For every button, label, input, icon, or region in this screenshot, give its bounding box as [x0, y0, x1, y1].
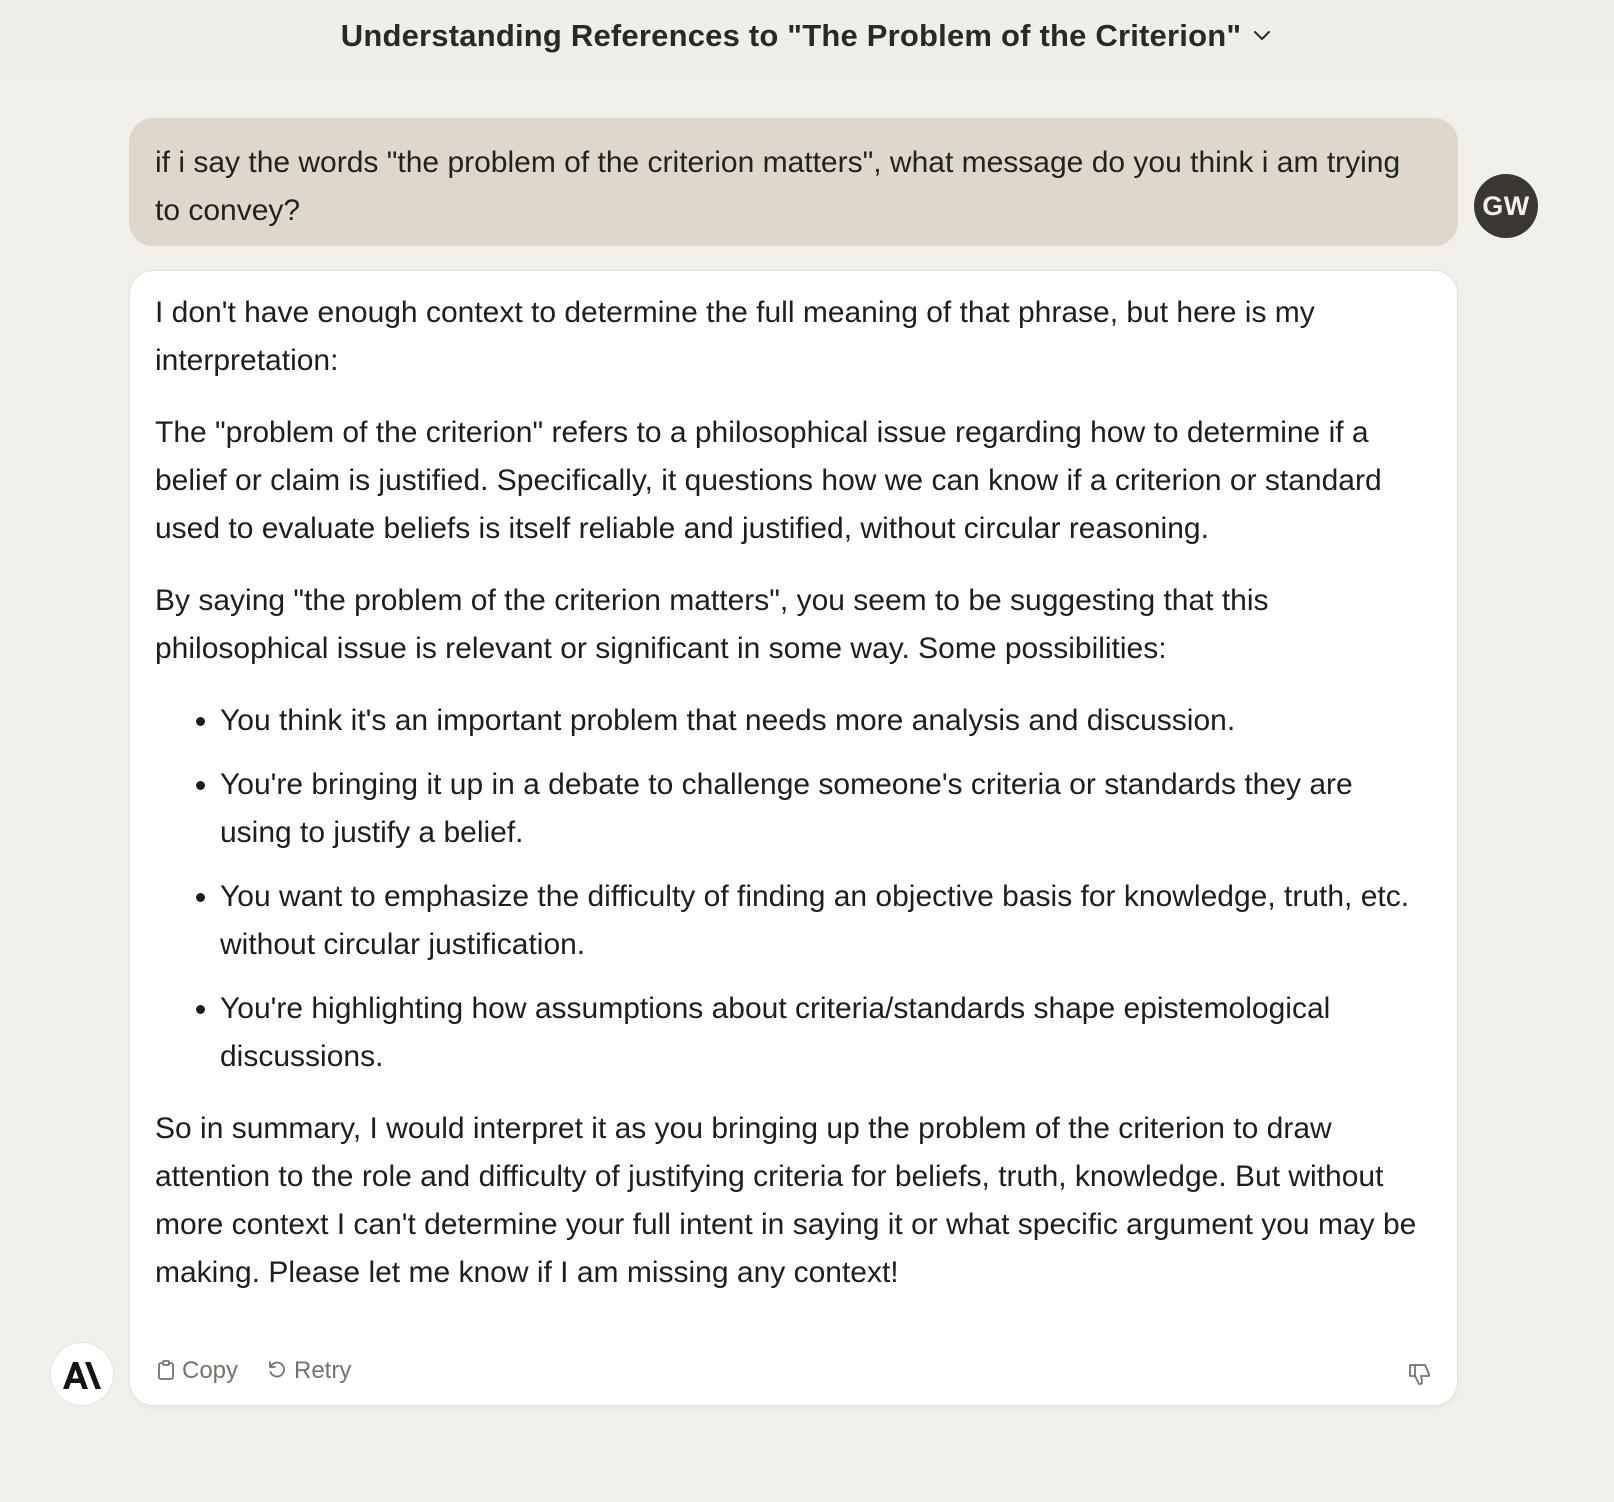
- assistant-avatar: [50, 1342, 114, 1406]
- message-actions: [156, 1353, 1433, 1389]
- assistant-paragraph: The "problem of the criterion" refers to a philosophical issue regarding how to determine if a belief or claim is justified. Specifically, it questions how we can know if a criterion or standard used to evaluate beliefs is itself reliable and justified, without circular reasoning.: [155, 416, 1382, 545]
- list-item: • You're bringing it up in a debate to challenge someone's criteria or standards they are using to justify a belief.: [220, 761, 1431, 857]
- retry-button[interactable]: [266, 1353, 351, 1389]
- conversation-title: Understanding References to "The Problem of the Criterion": [340, 18, 1242, 53]
- copy-label: Copy: [182, 1357, 239, 1384]
- thumbs-down-icon: [1405, 1367, 1433, 1394]
- retry-icon: [266, 1357, 294, 1384]
- retry-label: Retry: [294, 1357, 352, 1384]
- chevron-down-icon: [1251, 18, 1273, 54]
- list-item: • You think it's an important problem that needs more analysis and discussion.: [220, 697, 1431, 745]
- conversation-title-button[interactable]: [0, 18, 1614, 54]
- list-item: • You want to emphasize the difficulty of finding an objective basis for knowledge, truth, etc. without circular justification.: [220, 873, 1431, 969]
- clipboard-icon: [156, 1357, 182, 1384]
- assistant-message: [129, 270, 1458, 1406]
- thumbs-down-button[interactable]: [1405, 1357, 1433, 1385]
- copy-button[interactable]: [156, 1353, 238, 1389]
- user-message: [129, 118, 1458, 246]
- assistant-paragraph: By saying "the problem of the criterion matters", you seem to be suggesting that this philosophical issue is relevant or significant in some way. Some possibilities:: [155, 584, 1269, 665]
- list-item: • You're highlighting how assumptions about criteria/standards shape epistemological discussions.: [220, 985, 1431, 1081]
- possibilities-list: [155, 697, 1431, 1081]
- chat-header: [0, 0, 1614, 80]
- user-avatar[interactable]: GW: [1474, 174, 1538, 238]
- assistant-summary: So in summary, I would interpret it as you bringing up the problem of the criterion to draw attention to the role and difficulty of justifying criteria for beliefs, truth, knowledge. But without more context I can't determine your full intent in saying it or what specific argument you may be making. Please let me know if I am missing any context!: [155, 1112, 1417, 1289]
- user-message-text: if i say the words "the problem of the criterion matters", what message do you think i am trying to convey?: [155, 146, 1401, 227]
- assistant-paragraph: I don't have enough context to determine the full meaning of that phrase, but here is my interpretation:: [155, 296, 1315, 377]
